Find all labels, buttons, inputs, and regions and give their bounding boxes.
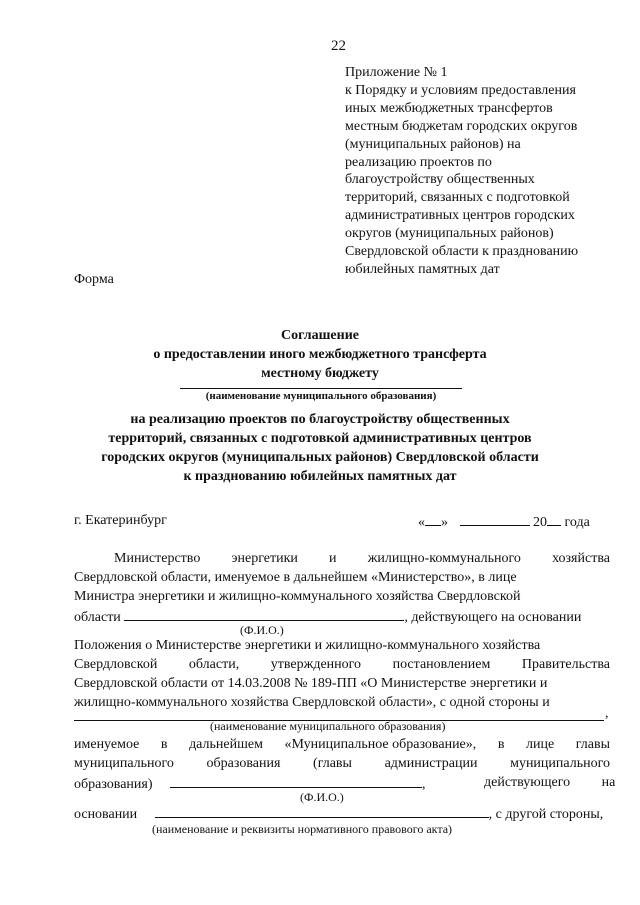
word: , с другой стороны,	[488, 807, 604, 822]
year-prefix: 20	[533, 515, 547, 530]
word: на	[601, 775, 616, 790]
appendix-line: юбилейных памятных дат	[345, 261, 500, 277]
date-field	[418, 513, 590, 531]
form-label: Форма	[74, 272, 114, 287]
body-line-end	[484, 775, 615, 791]
body-line	[74, 756, 610, 772]
fio-caption: (Ф.И.О.)	[240, 623, 284, 637]
title-line: территорий, связанных с подготовкой административных центров	[108, 431, 532, 446]
appendix-line: Свердловской области к празднованию	[345, 244, 579, 260]
appendix-line: (муниципальных районов) на	[345, 136, 521, 152]
appendix-line: административных центров городских	[345, 208, 575, 224]
body-line	[74, 775, 426, 793]
word: Правительства	[521, 657, 610, 672]
word: образования	[206, 756, 281, 771]
word: дальнейшем	[189, 737, 263, 752]
word: лице	[526, 737, 555, 752]
body-line: Свердловской области от 14.03.2008 № 189-ПП «О Министерстве энергетики и	[74, 676, 548, 691]
quote-close: »	[441, 515, 448, 530]
word: муниципального	[74, 756, 174, 771]
word: Свердловской	[74, 657, 158, 672]
word: Министерство	[114, 551, 201, 566]
word: постановлением	[392, 657, 491, 672]
body-line: Министра энергетики и жилищно-коммунального хозяйства Свердловской	[74, 589, 521, 604]
minister-name-blank[interactable]	[124, 608, 404, 621]
page-number: 22	[331, 38, 346, 54]
body-line	[114, 551, 610, 567]
year-word: года	[564, 515, 590, 530]
body-line	[74, 737, 610, 753]
title-line: Соглашение	[281, 328, 359, 343]
word: области,	[188, 657, 240, 672]
day-blank[interactable]	[425, 513, 441, 526]
appendix-line: территорий, связанных с подготовкой	[345, 190, 570, 206]
title-line: местному бюджету	[261, 366, 379, 381]
year-blank[interactable]	[547, 513, 561, 526]
word: утвержденного	[270, 657, 362, 672]
word: (главы	[313, 756, 352, 771]
word: образования)	[74, 777, 153, 792]
word: и	[329, 551, 337, 566]
word: жилищно-коммунального	[367, 551, 521, 566]
word: энергетики	[231, 551, 298, 566]
appendix-line: округов (муниципальных районов)	[345, 226, 554, 242]
word: муниципального	[510, 756, 610, 771]
word: именуемое	[74, 737, 140, 752]
appendix-line: местным бюджетам городских округов	[345, 118, 578, 134]
municipal-name-blank[interactable]	[180, 388, 462, 389]
municipal-name-caption-2: (наименование муниципального образования)	[210, 719, 446, 733]
appendix-block	[345, 64, 578, 279]
fio-caption-2: (Ф.И.О.)	[300, 790, 344, 804]
place-of-signing: г. Екатеринбург	[74, 513, 167, 528]
body-line: Положения о Министерстве энергетики и жилищно-коммунального хозяйства	[74, 638, 541, 653]
body-line	[74, 657, 610, 673]
title-line: на реализацию проектов по благоустройству общественных	[130, 412, 510, 427]
legal-act-blank[interactable]	[155, 805, 489, 818]
title-line: городских округов (муниципальных районов) Свердловской области	[101, 450, 539, 465]
head-name-blank[interactable]	[170, 775, 422, 788]
word: в	[497, 737, 505, 752]
appendix-line: к Порядку и условиям предоставления	[345, 82, 576, 98]
agreement-title	[60, 326, 580, 383]
word: основании	[74, 807, 138, 822]
title-line: к празднованию юбилейных памятных дат	[183, 469, 457, 484]
word: администрации	[384, 756, 478, 771]
appendix-line: иных межбюджетных трансфертов	[345, 100, 553, 116]
word: «Муниципальное образование»,	[284, 737, 477, 752]
appendix-line: реализацию проектов по	[345, 154, 492, 170]
month-blank[interactable]	[460, 513, 530, 526]
word: в	[160, 737, 168, 752]
title-line: о предоставлении иного межбюджетного трансферта	[153, 347, 487, 362]
agreement-subtitle	[60, 410, 580, 486]
comma: ,	[605, 706, 609, 721]
appendix-line: благоустройству общественных	[345, 172, 535, 188]
body-line	[74, 805, 603, 823]
word: области	[74, 610, 121, 625]
quote-open: «	[418, 515, 425, 530]
body-line: Свердловской области, именуемое в дальнейшем «Министерство», в лице	[74, 570, 517, 585]
body-line: жилищно-коммунального хозяйства Свердловской области», с одной стороны и	[74, 695, 550, 710]
municipal-name-caption: (наименование муниципального образования)	[205, 390, 437, 402]
word: ,	[422, 777, 426, 792]
legal-act-caption: (наименование и реквизиты нормативного правового акта)	[152, 822, 453, 836]
word: , действующего на основании	[404, 610, 582, 625]
word: хозяйства	[552, 551, 610, 566]
word: действующего	[484, 775, 571, 790]
appendix-line: Приложение № 1	[345, 65, 448, 80]
word: главы	[575, 737, 610, 752]
body-line	[74, 608, 581, 626]
